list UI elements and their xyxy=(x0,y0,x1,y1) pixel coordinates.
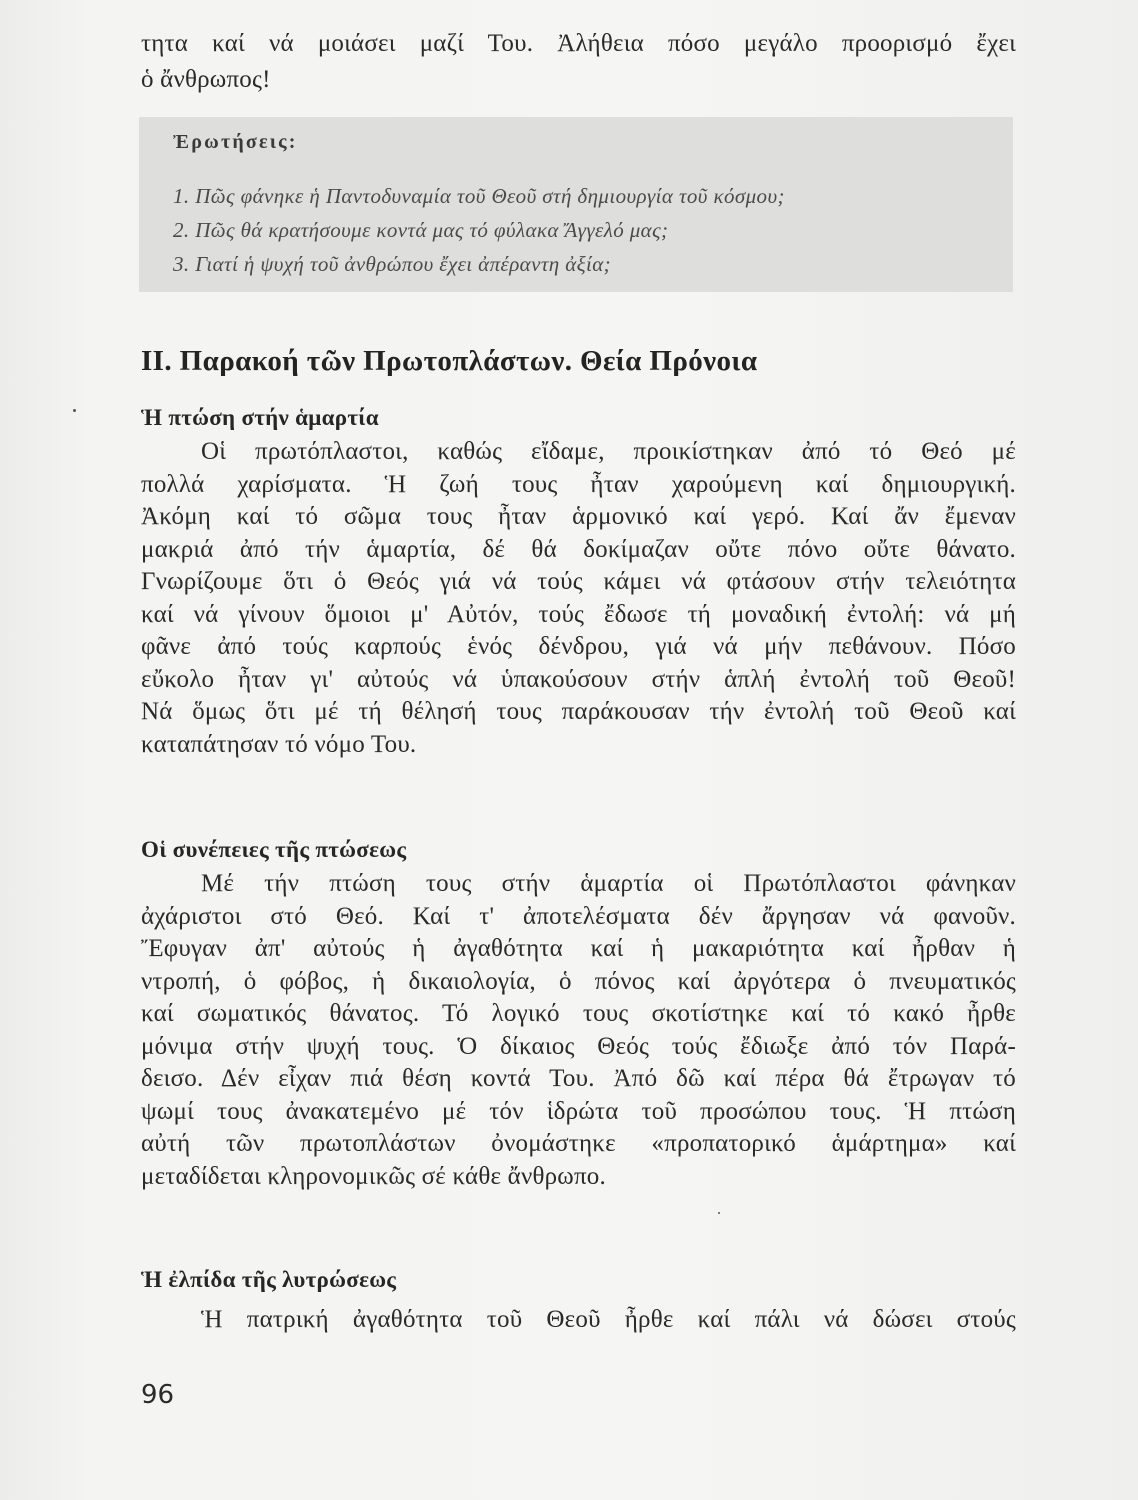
scan-speck xyxy=(73,409,76,412)
text-line: Ἡ πατρική ἀγαθότητα τοῦ Θεοῦ ἦρθε καί πάλι νά δώσει στούς xyxy=(201,1306,1016,1333)
text-line: φᾶνε ἀπό τούς καρπούς ἑνός δένδρου, γιά νά μήν πεθάνουν. Πόσο xyxy=(141,633,1016,660)
text-line: ὁ ἄνθρωπος! xyxy=(141,66,271,93)
subsection-paragraph xyxy=(141,1304,1016,1337)
text-line: εὔκολο ἦταν γι' αὐτούς νά ὑπακούσουν στήν ἁπλή ἐντολή τοῦ Θεοῦ! xyxy=(141,665,1016,693)
text-line: μακριά ἀπό τήν ἁμαρτία, δέ θά δοκίμαζαν οὔτε πόνο οὔτε θάνατο. xyxy=(141,535,1016,563)
scan-speck xyxy=(718,1212,720,1214)
text-line: μεταδίδεται κληρονομικῶς σέ κάθε ἄνθρωπο. xyxy=(141,1162,606,1190)
section-title: II. Παρακοή τῶν Πρωτοπλάστων. Θεία Πρόνοια xyxy=(141,345,758,377)
text-line: ψωμί τους ἀνακατεμένο μέ τόν ἱδρώτα τοῦ προσώπου τους. Ἡ πτώση xyxy=(141,1097,1016,1125)
text-line: δεισο. Δέν εἶχαν πιά θέση κοντά Του. Ἀπό δῶ καί πέρα θά ἔτρωγαν τό xyxy=(141,1065,1016,1092)
questions-title: Ἐρωτήσεις: xyxy=(173,131,298,153)
subsection-heading: Ἡ πτώση στήν ἁμαρτία xyxy=(141,405,379,430)
subsection-paragraph xyxy=(141,436,1016,761)
text-line: μόνιμα στήν ψυχή τους. Ὁ δίκαιος Θεός τούς ἔδιωξε ἀπό τόν Παρά- xyxy=(141,1032,1016,1060)
page-number: 96 xyxy=(141,1380,175,1410)
text-line: Μέ τήν πτώση τους στήν ἁμαρτία οἱ Πρωτόπλαστοι φάνηκαν xyxy=(201,870,1016,897)
text-line: Νά ὅμως ὅτι μέ τή θέλησή τους παράκουσαν τήν ἐντολή τοῦ Θεοῦ καί xyxy=(141,698,1016,725)
text-line: πολλά χαρίσματα. Ἡ ζωή τους ἦταν χαρούμενη καί δημιουργική. xyxy=(141,470,1016,498)
subsection-heading: Οἱ συνέπειες τῆς πτώσεως xyxy=(141,837,407,862)
subsection-heading: Ἡ ἐλπίδα τῆς λυτρώσεως xyxy=(141,1267,397,1292)
question-item: 3. Γιατί ἡ ψυχή τοῦ ἀνθρώπου ἔχει ἀπέραντη ἀξία; xyxy=(173,252,612,276)
text-line: ντροπή, ὁ φόβος, ἡ δικαιολογία, ὁ πόνος καί ἀργότερα ὁ πνευματικός xyxy=(141,967,1016,995)
text-line: καί νά γίνουν ὅμοιοι μ' Αὐτόν, τούς ἔδωσε τή μοναδική ἐντολή: νά μή xyxy=(141,600,1016,628)
subsection-paragraph xyxy=(141,868,1016,1193)
questions-list xyxy=(173,179,785,281)
text-line: καί σωματικός θάνατος. Τό λογικό τους σκοτίστηκε καί τό κακό ἦρθε xyxy=(141,1000,1016,1027)
question-item: 2. Πῶς θά κρατήσουμε κοντά μας τό φύλακα Ἄγγελό μας; xyxy=(173,218,669,242)
question-item: 1. Πῶς φάνηκε ἡ Παντοδυναμία τοῦ Θεοῦ στή δημιουργία τοῦ κόσμου; xyxy=(173,184,785,208)
text-line: ἀχάριστοι στό Θεό. Καί τ' ἀποτελέσματα δέν ἄργησαν νά φανοῦν. xyxy=(141,902,1016,930)
text-line: Οἱ πρωτόπλαστοι, καθώς εἴδαμε, προικίστηκαν ἀπό τό Θεό μέ xyxy=(201,438,1016,465)
text-line: Ἀκόμη καί τό σῶμα τους ἦταν ἁρμονικό καί γερό. Καί ἄν ἔμεναν xyxy=(141,503,1016,530)
text-line: Ἔφυγαν ἀπ' αὐτούς ἡ ἀγαθότητα καί ἡ μακαριότητα καί ἦρθαν ἡ xyxy=(141,935,1016,962)
text-line: καταπάτησαν τό νόμο Του. xyxy=(141,730,417,758)
text-line: τητα καί νά μοιάσει μαζί Του. Ἀλήθεια πόσο μεγάλο προορισμό ἔχει xyxy=(141,30,1016,57)
text-line: αὐτή τῶν πρωτοπλάστων ὀνομάστηκε «προπατορικό ἁμάρτημα» καί xyxy=(141,1130,1016,1157)
questions-box xyxy=(139,117,1013,292)
intro-paragraph xyxy=(141,26,1016,98)
text-line: Γνωρίζουμε ὅτι ὁ Θεός γιά νά τούς κάμει νά φτάσουν στήν τελειότητα xyxy=(141,568,1016,595)
